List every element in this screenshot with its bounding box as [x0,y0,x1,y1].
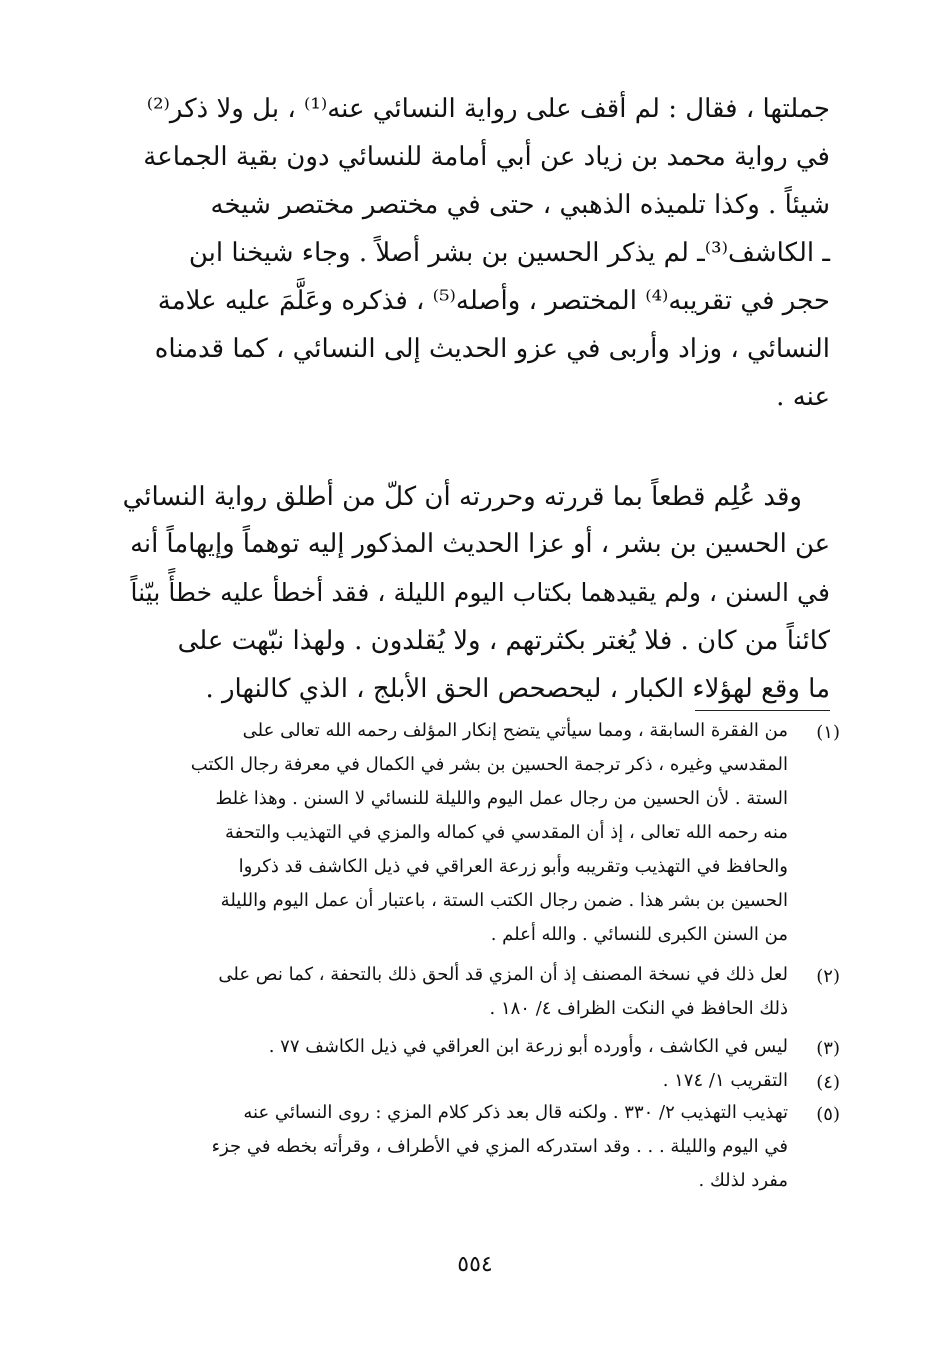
footnote-number: (٤) [816,1072,840,1093]
text-line: عنه . [776,382,830,412]
text-line: حجر في تقريبه⁽⁴⁾ المختصر ، وأصله⁽⁵⁾ ، فذكره وعَلَّمَ عليه علامة [157,286,830,316]
text-line: وقد عُلِم قطعاً بما قررته وحررته أن كلّ من أطلق رواية النسائي [122,482,802,512]
footnote-line: الحسين بن بشر هذا . ضمن رجال الكتب الستة ، باعتبار أن عمل اليوم والليلة [220,890,788,911]
text-line: جملتها ، فقال : لم أقف على رواية النسائي عنه⁽¹⁾ ، بل ولا ذكر⁽²⁾ [146,94,830,124]
text-line: ما وقع لهؤلاء الكبار ، ليحصحص الحق الأبلج ، الذي كالنهار . [205,674,830,704]
text-line: كائناً من كان . فلا يُغتر بكثرتهم ، ولا يُقلدون . ولهذا نبّهت على [177,626,830,656]
text-line: ـ الكاشف⁽³⁾ـ لم يذكر الحسين بن بشر أصلاً . وجاء شيخنا ابن [188,238,830,268]
footnote-line: ذلك الحافظ في النكت الظراف ٤/ ١٨٠ . [489,998,788,1019]
footnote-number: (٥) [816,1104,840,1125]
footnote-number: (١) [816,722,840,743]
text-line: في السنن ، ولم يقيدهما بكتاب اليوم الليلة ، فقد أخطأ عليه خطأً بيّناً [130,578,830,607]
footnote-line: في اليوم والليلة . . . وقد استدركه المزي في الأطراف ، وقرأته بخطه في جزء [211,1136,788,1157]
footnote-number: (٢) [816,966,840,987]
text-line: عن الحسين بن بشر ، أو عزا الحديث المذكور إليه توهماً وإيهاماً أنه [130,529,830,559]
text-line: في رواية محمد بن زياد عن أبي أمامة للنسائي دون بقية الجماعة [143,142,830,172]
footnote-number: (٣) [816,1038,840,1059]
page-number: ٥٥٤ [457,1252,493,1277]
footnote-line: ليس في الكاشف ، وأورده أبو زرعة ابن العراقي في ذيل الكاشف ٧٧ . [268,1036,788,1057]
footnote-line: التقريب ١/ ١٧٤ . [662,1070,788,1091]
footnote-line: منه رحمه الله تعالى ، إذ أن المقدسي في كماله والمزي في التهذيب والتحفة [224,822,788,843]
text-line: شيئاً . وكذا تلميذه الذهبي ، حتى في مختصر مختصر شيخه [210,190,830,220]
text-line: النسائي ، وزاد وأربى في عزو الحديث إلى النسائي ، كما قدمناه [154,334,830,364]
footnote-separator [695,710,830,711]
footnote-line: من السنن الكبرى للنسائي . والله أعلم . [490,924,788,945]
footnote-line: من الفقرة السابقة ، ومما سيأتي يتضح إنكار المؤلف رحمه الله تعالى على [242,720,788,741]
footnote-line: المقدسي وغيره ، ذكر ترجمة الحسين بن بشر في الكمال في معرفة رجال الكتب [190,754,788,775]
footnote-line: تهذيب التهذيب ٢/ ٣٣٠ . ولكنه قال بعد ذكر كلام المزي : روى النسائي عنه [243,1102,788,1123]
footnote-line: مفرد لذلك . [698,1170,788,1191]
footnote-line: لعل ذلك في نسخة المصنف إذ أن المزي قد ألحق ذلك بالتحفة ، كما نص على [218,964,788,985]
footnote-line: والحافظ في التهذيب وتقريبه وأبو زرعة العراقي في ذيل الكاشف قد ذكروا [238,856,788,877]
footnote-line: الستة . لأن الحسين من رجال عمل اليوم والليلة للنسائي لا السنن . وهذا غلط [215,788,788,809]
